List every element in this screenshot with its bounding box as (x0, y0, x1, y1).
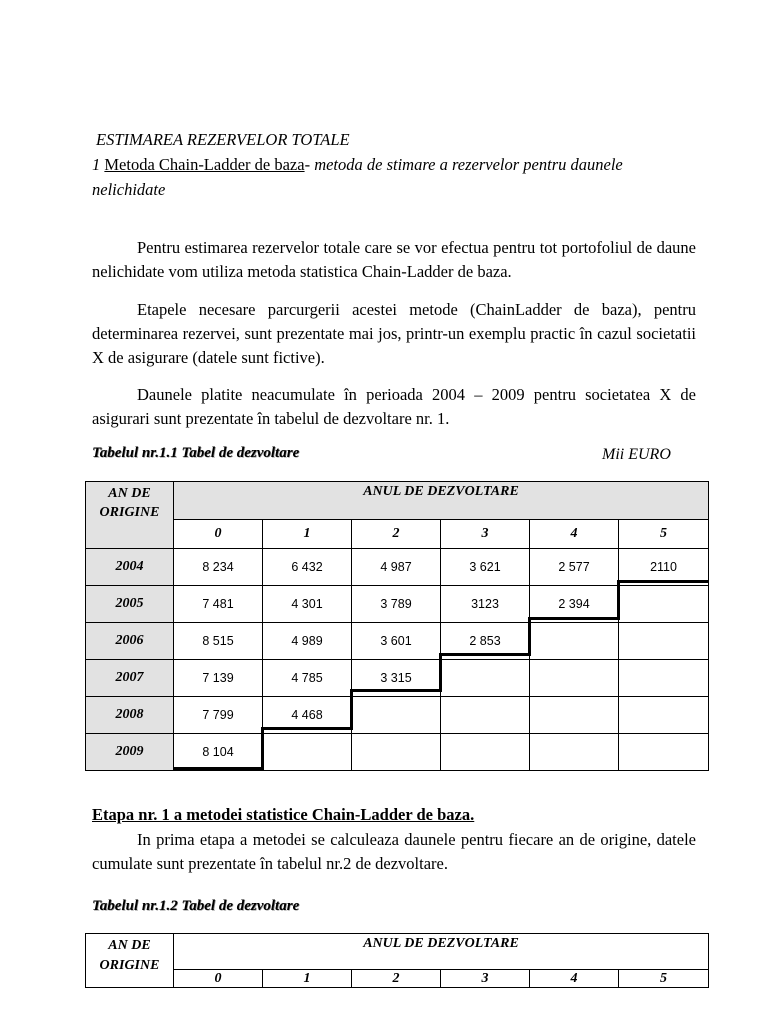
table-cell: 4 468 (263, 697, 352, 734)
table-cell (441, 697, 530, 734)
table1-caption: Tabelul nr.1.1 Tabel de dezvoltare (92, 445, 300, 461)
table-cell: 3 315 (352, 660, 441, 697)
paragraph-3: Daunele platite neacumulate în perioada 2004 – 2009 pentru societatea X de asigurari sunt prezentate în tabelul de dezvoltare nr. 1. (92, 385, 696, 428)
table-cell (619, 660, 709, 697)
table-cell (530, 697, 619, 734)
origin-year: 2004 (86, 549, 174, 586)
dev-year-col: 4 (530, 970, 619, 988)
method-description-cont: nelichidate (92, 180, 166, 199)
table-cell (530, 660, 619, 697)
corner-label: AN DE ORIGINE (86, 934, 174, 988)
development-table-1 (85, 481, 709, 771)
table-cell: 7 139 (174, 660, 263, 697)
origin-year: 2008 (86, 697, 174, 734)
table-cell: 6 432 (263, 549, 352, 586)
table-cell: 7 799 (174, 697, 263, 734)
table1-unit: Mii EURO (602, 446, 671, 463)
dev-year-col: 1 (263, 520, 352, 549)
origin-year: 2007 (86, 660, 174, 697)
dev-year-col: 0 (174, 520, 263, 549)
table-cell (530, 623, 619, 660)
table-cell: 8 515 (174, 623, 263, 660)
table-row (86, 623, 709, 660)
etapa-title: Etapa nr. 1 a metodei statistice Chain-Ladder de baza. (92, 805, 475, 824)
table-cell (619, 586, 709, 623)
table-cell: 8 104 (174, 734, 263, 771)
table-cell (530, 734, 619, 771)
table-cell (441, 734, 530, 771)
dev-year-col: 4 (530, 520, 619, 549)
table-cell: 3 601 (352, 623, 441, 660)
development-table-2 (85, 933, 709, 988)
dev-year-col: 3 (441, 520, 530, 549)
table-cell (619, 697, 709, 734)
dev-header: ANUL DE DEZVOLTARE (174, 934, 709, 970)
table-cell: 2 853 (441, 623, 530, 660)
dev-year-col: 1 (263, 970, 352, 988)
table2-caption: Tabelul nr.1.2 Tabel de dezvoltare (92, 898, 300, 914)
table-cell (441, 660, 530, 697)
table-cell (619, 734, 709, 771)
dev-year-col: 2 (352, 970, 441, 988)
dev-year-col: 3 (441, 970, 530, 988)
dev-year-col: 5 (619, 520, 709, 549)
table-cell: 3 621 (441, 549, 530, 586)
table-cell: 7 481 (174, 586, 263, 623)
method-heading (92, 155, 623, 175)
dev-header: ANUL DE DEZVOLTARE (174, 482, 709, 520)
table-cell: 3123 (441, 586, 530, 623)
table-cell (619, 623, 709, 660)
method-number: 1 (92, 155, 101, 174)
table-cell: 3 789 (352, 586, 441, 623)
table-cell: 8 234 (174, 549, 263, 586)
table-cell: 2 394 (530, 586, 619, 623)
table-cell: 2110 (619, 549, 709, 586)
table-row (86, 549, 709, 586)
table-cell: 4 301 (263, 586, 352, 623)
table-cell: 2 577 (530, 549, 619, 586)
table-cell: 4 785 (263, 660, 352, 697)
origin-year: 2006 (86, 623, 174, 660)
table-cell (352, 697, 441, 734)
dev-year-col: 0 (174, 970, 263, 988)
paragraph-2: Etapele necesare parcurgerii acestei metode (ChainLadder de baza), pentru determinarea rezervei, sunt prezentate mai jos, printr-un exemplu practic în cazul societatii X de asigurare (datele sunt fictive). (92, 300, 696, 367)
table-row (86, 697, 709, 734)
dev-year-col: 5 (619, 970, 709, 988)
origin-year: 2005 (86, 586, 174, 623)
table-cell: 4 987 (352, 549, 441, 586)
table-cell: 4 989 (263, 623, 352, 660)
paragraph-1: Pentru estimarea rezervelor totale care se vor efectua pentru tot portofoliul de daune nelichidate vom utiliza metoda statistica Chain-Ladder de baza. (92, 238, 696, 281)
corner-label: AN DE ORIGINE (86, 482, 174, 549)
method-description: - metoda de stimare a rezervelor pentru daunele (304, 155, 623, 174)
origin-year: 2009 (86, 734, 174, 771)
method-name: Metoda Chain-Ladder de baza (104, 155, 305, 174)
section-title: ESTIMAREA REZERVELOR TOTALE (96, 130, 350, 149)
table-cell (263, 734, 352, 771)
table-row (86, 734, 709, 771)
etapa-paragraph: In prima etapa a metodei se calculeaza daunele pentru fiecare an de origine, datele cumulate sunt prezentate în tabelul nr.2 de dezvoltare. (92, 830, 696, 873)
table-cell (352, 734, 441, 771)
dev-year-col: 2 (352, 520, 441, 549)
